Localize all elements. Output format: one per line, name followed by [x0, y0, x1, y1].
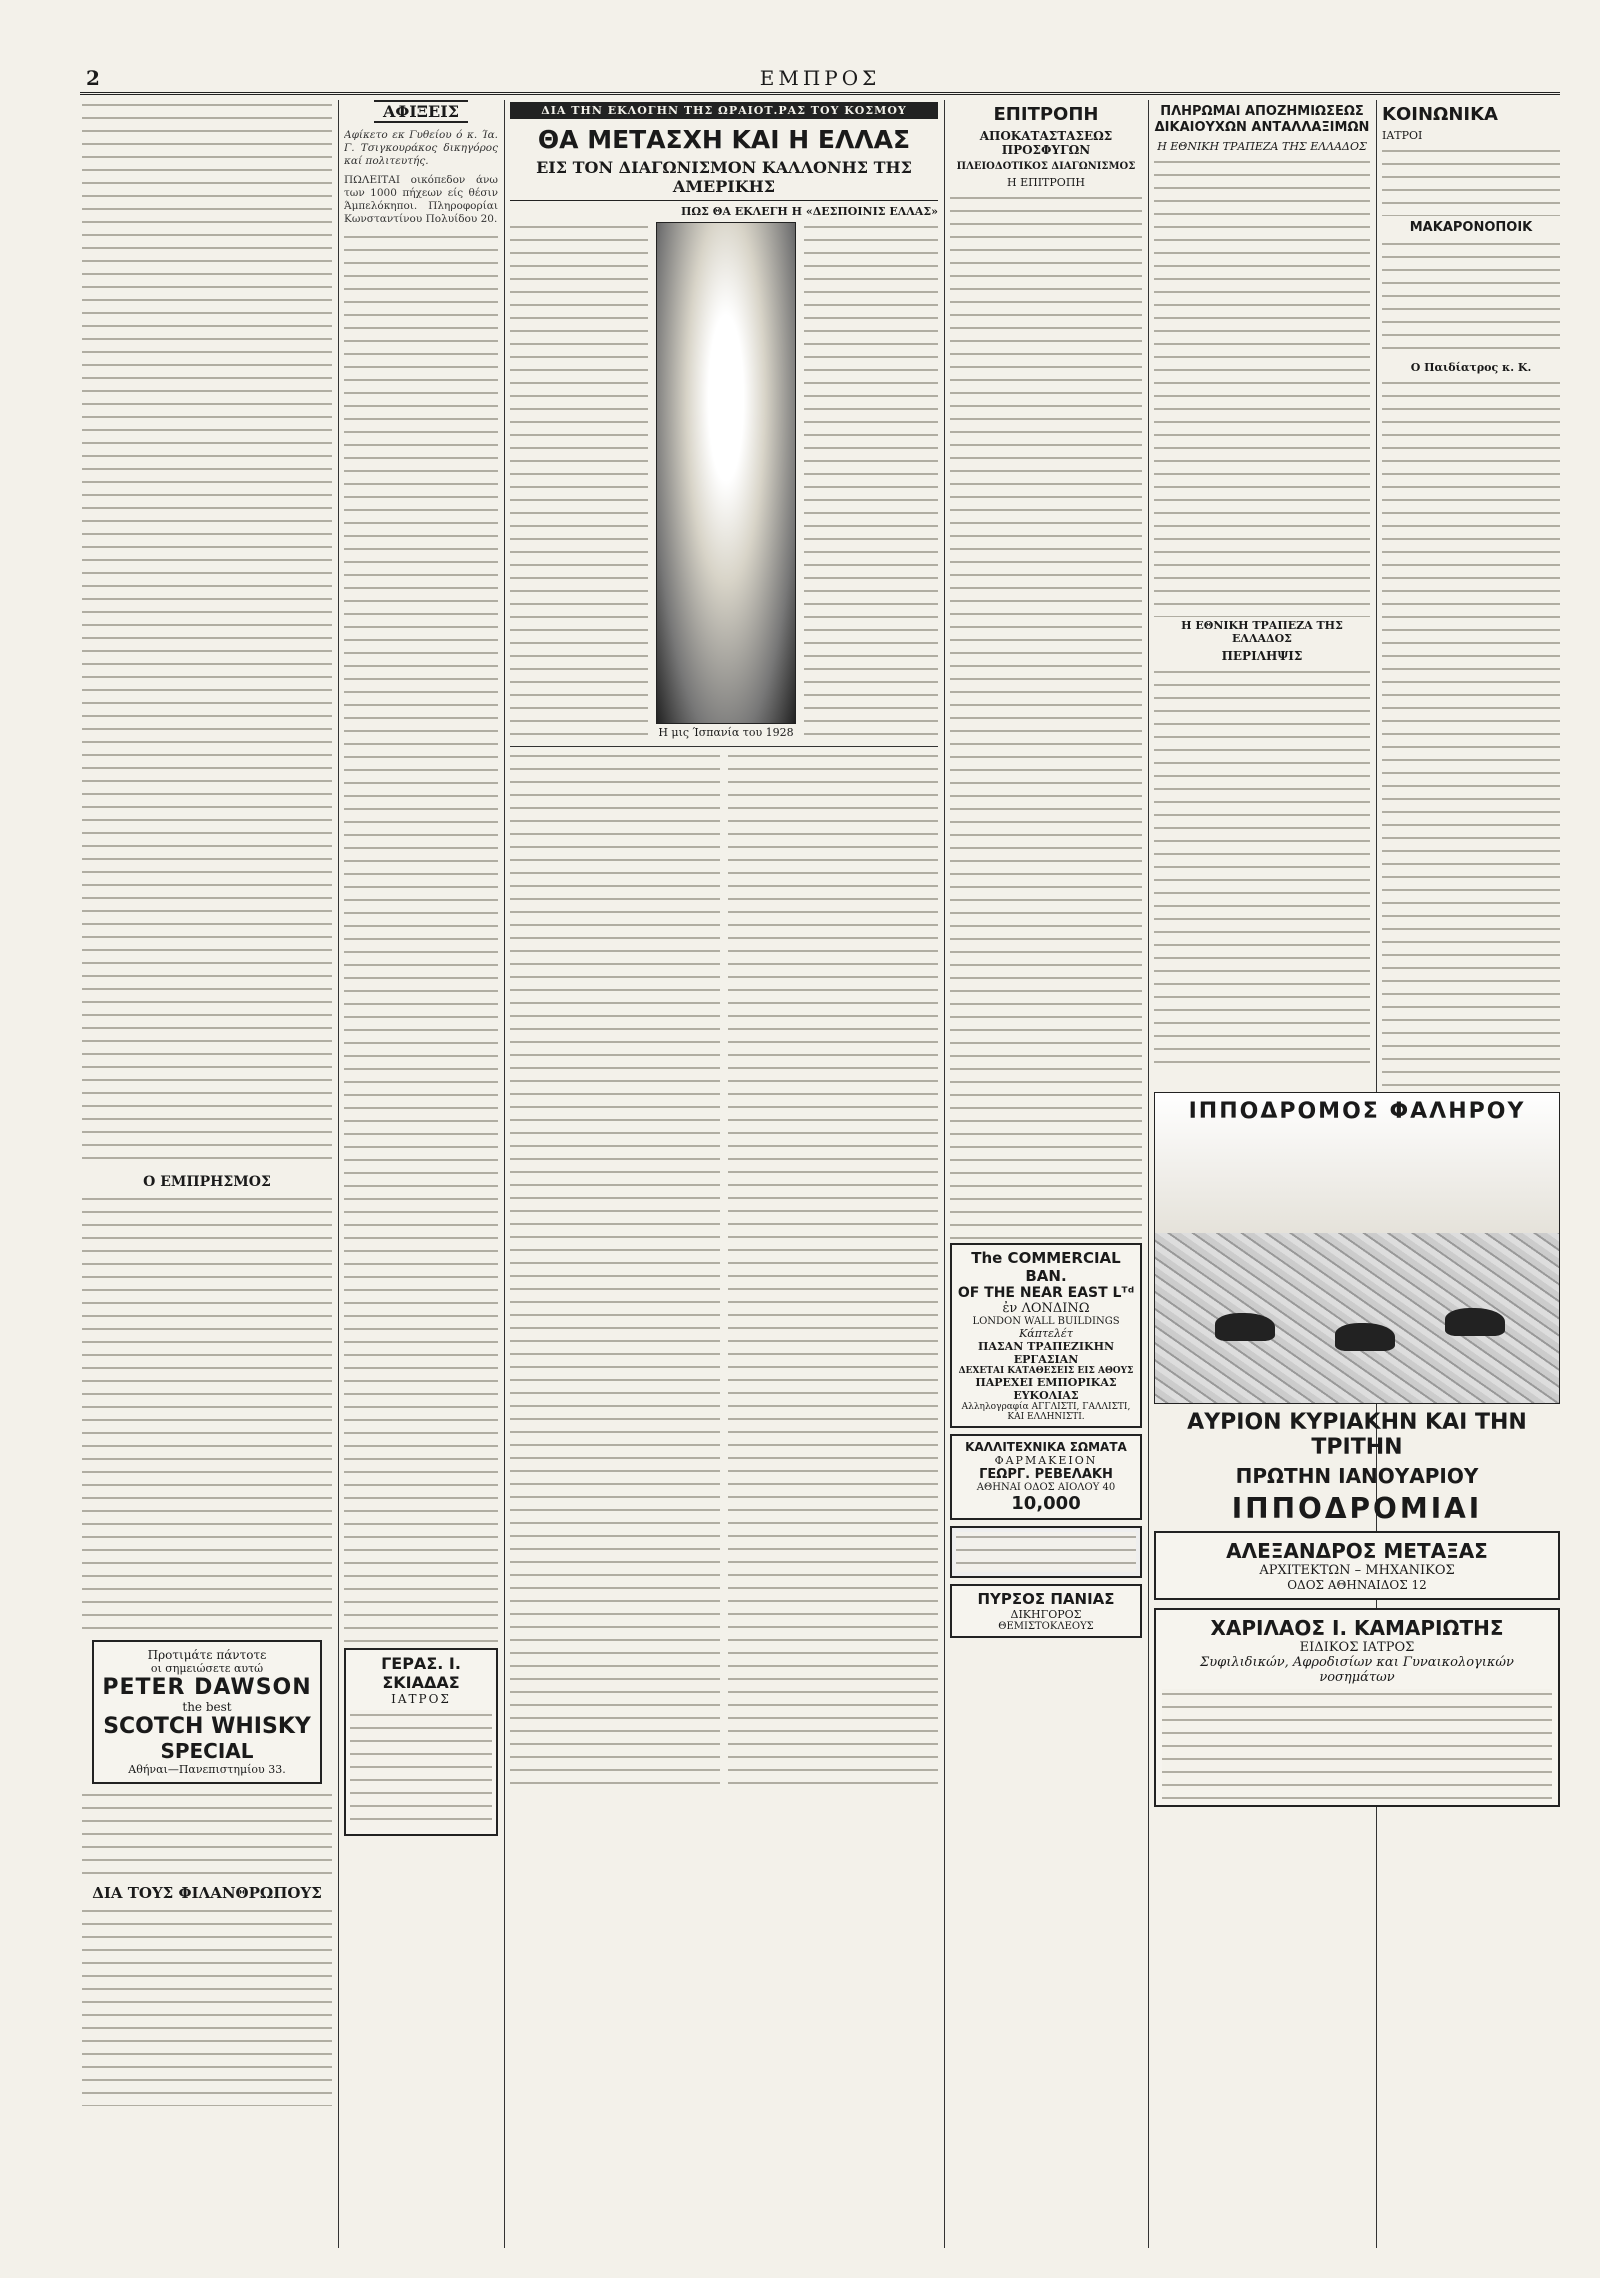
body-text: [956, 1532, 1136, 1572]
body-text: [1382, 378, 1560, 1088]
bank-name: The COMMERCIAL BAN.: [971, 1249, 1121, 1285]
body-text: [510, 751, 720, 1791]
ad-body: [350, 1710, 492, 1830]
horse-icon: [1215, 1313, 1275, 1341]
doctor-name: ΧΑΡΙΛΑΟΣ Ι. ΚΑΜΑΡΙΩΤΗΣ: [1210, 1616, 1504, 1640]
photo-caption: Η μις Ίσπανία του 1928: [658, 726, 794, 739]
column-rule: [504, 100, 505, 2248]
ad-addr: ΑΘΗΝΑΙ ΟΔΟΣ ΑΙΟΛΟΥ 40: [976, 1482, 1116, 1493]
shop-name: ΜΑΚΑΡΟΝΟΠΟΙΚ: [1409, 220, 1533, 235]
bank-name: OF THE NEAR EAST Lᵀᵈ: [957, 1285, 1135, 1301]
race-days: ΑΥΡΙΟΝ ΚΥΡΙΑΚΗΝ ΚΑΙ ΤΗΝ ΤΡΙΤΗΝ: [1187, 1410, 1527, 1460]
body-text: [1154, 157, 1370, 617]
doctor-title: ΕΙΔΙΚΟΣ ΙΑΤΡΟΣ: [1299, 1640, 1415, 1655]
horse-icon: [1445, 1308, 1505, 1336]
body-text: [728, 751, 938, 1791]
body-text: [1154, 667, 1370, 1067]
body-text: [950, 193, 1142, 1243]
photo-block: [656, 222, 796, 742]
page-number: 2: [86, 66, 100, 90]
body-text: [82, 1194, 332, 1634]
body-text: [804, 222, 938, 742]
ad-dealer: Αθήναι—Πανεπιστημίου 33.: [128, 1763, 286, 1776]
section-heading: ΠΛΕΙΟΔΟΤΙΚΟΣ ΔΙΑΓΩΝΙΣΜΟΣ: [956, 161, 1136, 172]
ad-name: ΓΕΩΡΓ. ΡΕΒΕΛΑΚΗ: [979, 1467, 1113, 1482]
body-text: [344, 232, 498, 1642]
arrival-notice: Αφίκετο εκ Γυθείου ό κ. Ία. Γ. Τσιγκουράκος δικηγόρος καί πολιτευτής.: [344, 129, 498, 167]
ad-tag: the best: [182, 1700, 232, 1714]
section-heading: ΚΟΙΝΩΝΙΚΑ: [1382, 104, 1498, 125]
story-bottom: [510, 751, 938, 1791]
ad-block: [1154, 1092, 1560, 2248]
architect-title: ΑΡΧΙΤΕΚΤΩΝ – ΜΗΧΑΝΙΚΟΣ: [1259, 1563, 1455, 1578]
section-heading: ΑΦΙΞΕΙΣ: [374, 100, 468, 123]
ad-brand: PETER DAWSON: [102, 1675, 312, 1700]
ad-amount: 10,000: [1011, 1493, 1081, 1514]
section-heading: Ο ΕΜΠΡΗΣΜΟΣ: [143, 1174, 271, 1190]
story-kicker: ΔΙΑ ΤΗΝ ΕΚΛΟΓΗΝ ΤΗΣ ΩΡΑΙΟΤ.ΡΑΣ ΤΟΥ ΚΟΣΜΟΥ: [510, 102, 938, 119]
lawyer-ad: [950, 1584, 1142, 1638]
doctor-name: ΓΕΡΑΣ. Ι. ΣΚΙΑΔΑΣ: [381, 1654, 461, 1692]
bank-line: ΠΑΡΕΧΕΙ ΕΜΠΟΡΙΚΑΣ ΕΥΚΟΛΙΑΣ: [975, 1376, 1117, 1402]
column-4: [950, 100, 1142, 2248]
sale-notice: ΠΩΛΕΙΤΑΙ οικόπεδον άνω των 1000 πήχεων είς θέσιν Άμπελόκηποι. Πληροφορίαι Κωνσταντίνου Πολυίδου 20.: [344, 174, 498, 225]
story-top: [510, 222, 938, 742]
horse-icon: [1335, 1323, 1395, 1351]
body-text: [82, 100, 332, 1170]
ad-title: ΚΑΛΛΙΤΕΧΝΙΚΑ ΣΩΜΑΤΑ: [965, 1440, 1127, 1454]
notice-block: [950, 1526, 1142, 1578]
doctor-specialty: Συφιλιδικών, Αφροδισίων και Γυναικολογικών νοσημάτων: [1200, 1655, 1514, 1685]
bank-line: Κάπτελέτ: [1019, 1327, 1073, 1340]
bank-addr: LONDON WALL BUILDINGS: [972, 1316, 1120, 1327]
ad-special: SPECIAL: [160, 1739, 254, 1763]
ad-product: SCOTCH WHISKY: [103, 1714, 311, 1739]
signoff: Η ΕΘΝΙΚΗ ΤΡΑΠΕΖΑ ΤΗΣ ΕΛΛΑΔΟΣ: [1181, 619, 1343, 645]
body-text: [1382, 146, 1560, 216]
committee: Η ΕΠΙΤΡΟΠΗ: [1007, 176, 1085, 189]
bank-name: Η ΕΘΝΙΚΗ ΤΡΑΠΕΖΑ ΤΗΣ ΕΛΛΑΔΟΣ: [1157, 140, 1367, 153]
column-1: [82, 100, 332, 2248]
photo: [656, 222, 796, 724]
whisky-ad: [92, 1640, 322, 1784]
bank-city: ἐν ΛΟΝΔΙΝΩ: [1002, 1301, 1090, 1316]
story-headline: ΘΑ ΜΕΤΑΣΧΗ ΚΑΙ Η ΕΛΛΑΣ: [537, 125, 911, 154]
race-first: ΠΡΩΤΗΝ ΙΑΝΟΥΑΡΙΟΥ: [1235, 1464, 1479, 1488]
note: Ο Παιδίατρος κ. Κ.: [1410, 361, 1532, 374]
ad-line: οι σημειώσετε αυτώ: [150, 1662, 264, 1675]
doctor-title: ΙΑΤΡΟΣ: [391, 1692, 451, 1706]
divider: [510, 746, 938, 747]
race-event: ΙΠΠΟΔΡΟΜΙΑΙ: [1231, 1492, 1483, 1525]
architect-addr: ΟΔΟΣ ΑΘΗΝΑΙΔΟΣ 12: [1287, 1578, 1427, 1592]
architect-ad: [1154, 1531, 1560, 1600]
section-heading: ΑΠΟΚΑΤΑΣΤΑΣΕΩΣ ΠΡΟΣΦΥΓΩΝ: [979, 129, 1113, 157]
ad-line: ΦΑΡΜΑΚΕΙΟΝ: [994, 1454, 1098, 1467]
ad-line: Προτιμάτε πάντοτε: [147, 1648, 267, 1662]
pharmacy-ad: [950, 1434, 1142, 1520]
lawyer-title: ΔΙΚΗΓΟΡΟΣ: [1010, 1608, 1082, 1621]
masthead: [80, 68, 1560, 95]
subheading: ΙΑΤΡΟΙ: [1382, 129, 1423, 142]
body-text: [1382, 239, 1560, 359]
section-heading: ΠΛΗΡΩΜΑΙ ΑΠΟΖΗΜΙΩΣΕΩΣ ΔΙΚΑΙΟΥΧΩΝ ΑΝΤΑΛΛΑΞΙΜΩΝ: [1154, 104, 1370, 135]
body-text: [82, 1906, 332, 2106]
lawyer-addr: ΘΕΜΙΣΤΟΚΛΕΟΥΣ: [998, 1621, 1094, 1632]
column-rule: [944, 100, 945, 2248]
body-text: [510, 222, 648, 742]
body-text: [82, 1790, 332, 1880]
column-6: [1382, 100, 1560, 1088]
story-deck: ΠΩΣ ΘΑ ΕΚΛΕΓΗ Η «ΔΕΣΠΟΙΝΙΣ ΕΛΛΑΣ»: [681, 205, 938, 218]
doctor-ad: [344, 1648, 498, 1836]
bank-line: Αλληλογραφία ΑΓΓΛΙΣΤΙ, ΓΑΛΛΙΣΤΙ, ΚΑΙ ΕΛΛΗΝΙΣΤΙ.: [961, 1402, 1131, 1422]
bank-line: ΔΕΧΕΤΑΙ ΚΑΤΑΘΕΣΕΙΣ ΕΙΣ ΑΘΟΥΣ: [958, 1366, 1134, 1376]
column-2: [344, 100, 498, 2248]
architect-name: ΑΛΕΞΑΝΔΡΟΣ ΜΕΤΑΞΑΣ: [1226, 1539, 1488, 1563]
newspaper-name: ΕΜΠΡΟΣ: [759, 66, 881, 90]
column-5: [1154, 100, 1370, 1088]
lawyer-name: ΠΥΡΣΟΣ ΠΑΝΙΑΣ: [977, 1590, 1115, 1608]
ad-body: [1162, 1689, 1552, 1799]
bank-ad: [950, 1243, 1142, 1428]
section-heading: ΔΙΑ ΤΟΥΣ ΦΙΛΑΝΘΡΩΠΟΥΣ: [92, 1884, 322, 1902]
bank-line: ΠΑΣΑΝ ΤΡΑΠΕΖΙΚΗΝ ΕΡΓΑΣΙΑΝ: [977, 1340, 1115, 1366]
ad-title: ΙΠΠΟΔΡΟΜΟΣ ΦΑΛΗΡΟΥ: [1188, 1099, 1526, 1124]
lead-story: [510, 100, 938, 2248]
hippodrome-ad: [1154, 1092, 1560, 1404]
doctor-ad: [1154, 1608, 1560, 1807]
section-heading: ΕΠΙΤΡΟΠΗ: [993, 104, 1099, 125]
column-rule: [1148, 100, 1149, 2248]
section-heading: ΠΕΡΙΛΗΨΙΣ: [1221, 649, 1303, 663]
story-subheadline: ΕΙΣ ΤΟΝ ΔΙΑΓΩΝΙΣΜΟΝ ΚΑΛΛΟΝΗΣ ΤΗΣ ΑΜΕΡΙΚΗΣ: [510, 158, 938, 201]
column-rule: [338, 100, 339, 2248]
